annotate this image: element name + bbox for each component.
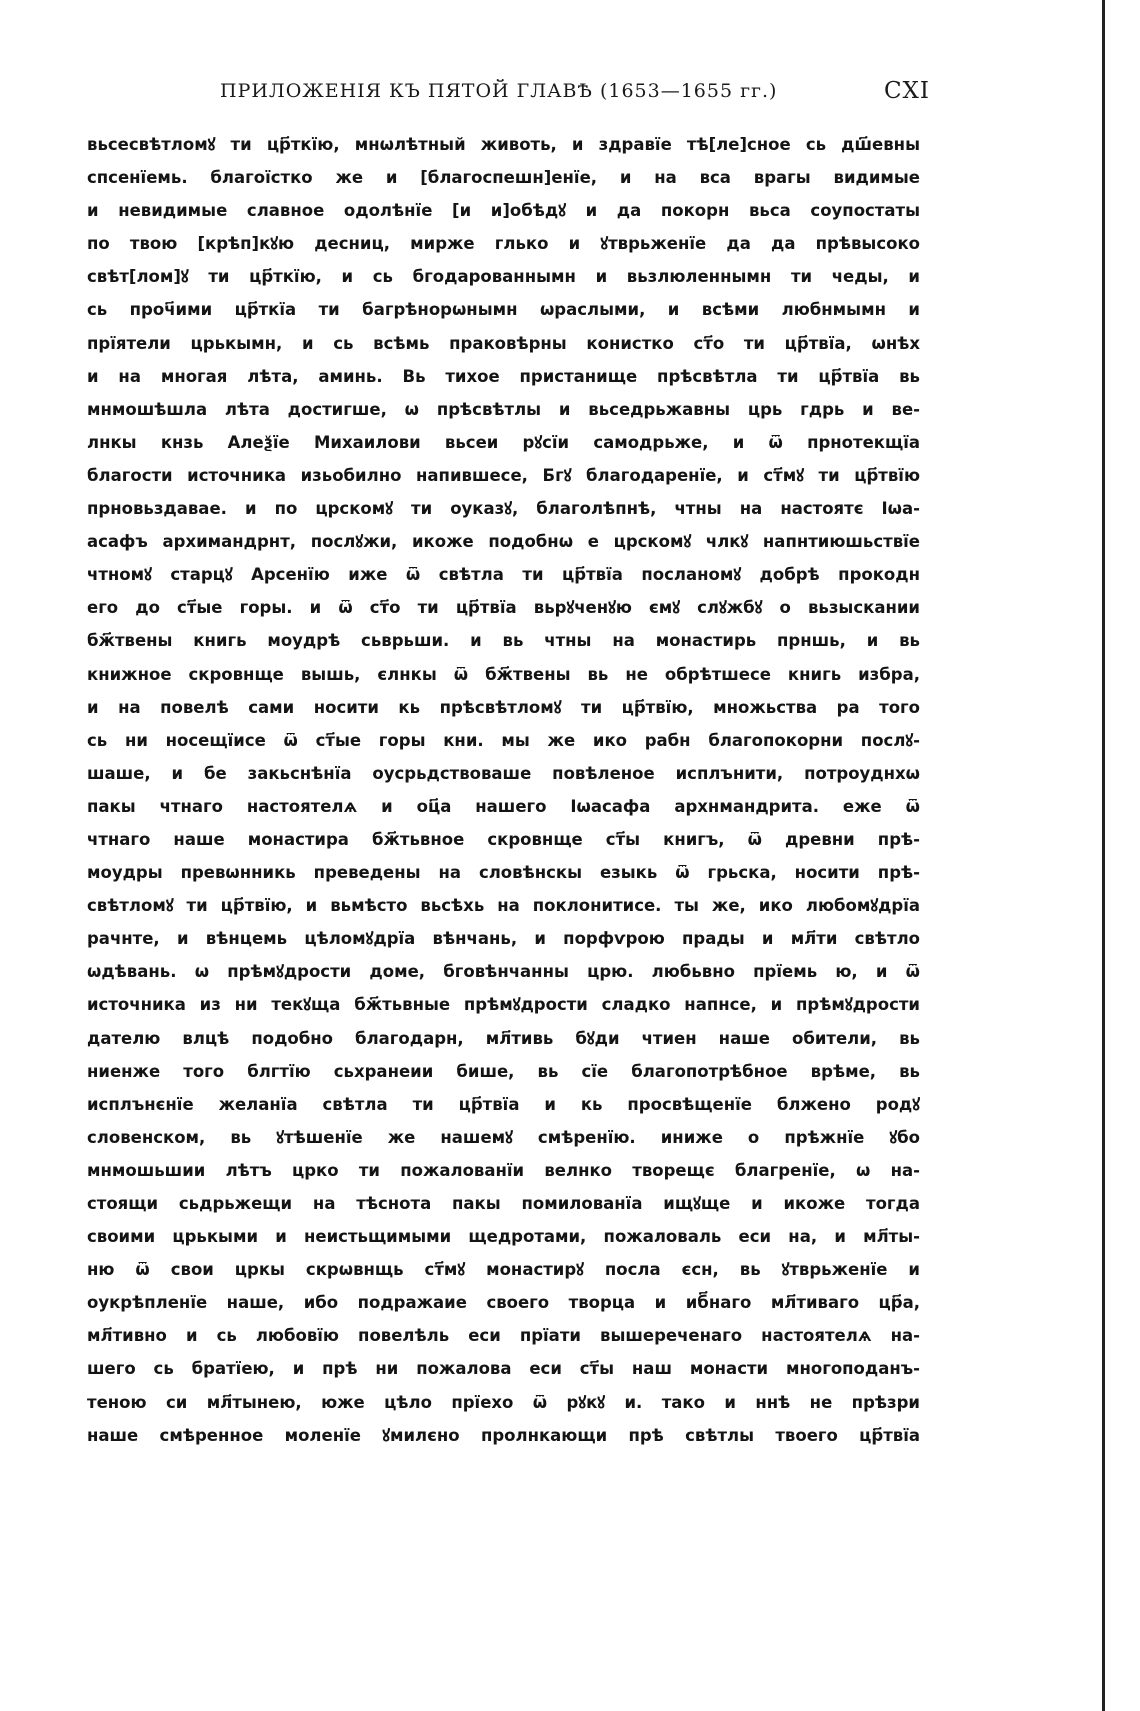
text-line: лнкы кнзь Алеѯїе Михаилови вьсеи рꙋсїи самодрьже, и ѿ прнотекщїа	[87, 432, 920, 452]
text-line: ниенже того блгтїю сьхранеии бише, вь сїе благопотрѣбное врѣме, вь	[87, 1061, 920, 1081]
page-edge-rule	[1102, 0, 1105, 1711]
text-line: шего сь братїею, и прѣ ни пожалова еси ст҃ы наш монасти многоподанъ-	[87, 1359, 920, 1379]
text-line: сь проч҃ими цр҃ткїа ти багрѣнорѡнымн ѡраслыми, и всѣми любнмымн и	[87, 300, 920, 320]
text-line: бж҃твены книгь моудрѣ сьврьши. и вь чтны на монастирь прншь, и вь	[87, 631, 920, 651]
text-line: моудры превѡнникь преведены на словѣнскы езыкь ѿ грьска, носити прѣ-	[87, 863, 920, 883]
text-line: по твою [крѣп]кꙋю десниц, мирже глько и ꙋтврьженїе да да прѣвысоко	[87, 234, 920, 254]
text-line: и невидимые славное одолѣнїе [и и]обѣдꙋ и да покорн вьса соупостаты	[87, 201, 920, 221]
text-line: мнмошѣшла лѣта достигше, ѡ прѣсвѣтлы и вьседрьжавны црь гдрь и ве-	[87, 399, 920, 419]
text-line: сь ни носещїисе ѿ ст҃ые горы кни. мы же ико рабн благопокорни послꙋ-	[87, 730, 920, 750]
text-line: источника из ни текꙋща бж҃тьвные прѣмꙋдрости сладко напнсе, и прѣмꙋдрости	[87, 995, 920, 1015]
text-line: книжное скровнще вышь, єлнкы ѿ бж҃твены вь не обрѣтшесе книгь избра,	[87, 664, 920, 684]
text-line: исплънєнїе желанїа свѣтла ти цр҃твїа и кь просвѣщенїе блжено родꙋ	[87, 1094, 920, 1114]
text-line: своими црькыми и неистьщимыми щедротами, пожаловаль еси на, и мл҃ты-	[87, 1227, 920, 1247]
text-line: мл҃тивно и сь любовїю повелѣль еси прїати вышереченаго настоятелѧ на-	[87, 1326, 920, 1346]
text-line: словенском, вь ꙋтѣшенїе же нашемꙋ смѣренїю. иниже о прѣжнїе ꙋбо	[87, 1127, 920, 1147]
text-line: рачнте, и вѣнцемь цѣломꙋдрїа вѣнчань, и порфѵрою прады и мл҃ти свѣтло	[87, 929, 920, 949]
text-line: мнмошьшии лѣтъ црко ти пожалованїи велнко творещє благренїе, ѡ на-	[87, 1160, 920, 1180]
text-line: оукрѣпленїе наше, ибо подражаие своего творца и иб҃наго мл҃тиваго цр҃а,	[87, 1293, 920, 1313]
text-line: шаше, и бе закьснѣнїа оусрьдствоваше повѣленое исплънити, потроуднхѡ	[87, 763, 920, 783]
running-title: ПРИЛОЖЕНІЯ КЪ ПЯТОЙ ГЛАВѢ (1653—1655 гг.)	[220, 80, 778, 102]
text-line: пакы чтнаго настоятелѧ и оц҃а нашего Іѡасафа архнмандрита. еже ѿ	[87, 796, 920, 816]
text-line: благости источника изьобилно напившесе, Бгꙋ благодаренїе, и ст҃мꙋ ти цр҃твїю	[87, 465, 920, 485]
text-line: свѣтломꙋ ти цр҃твїю, и вьмѣсто вьсѣхь на поклонитисе. ты же, ико любомꙋдрїа	[87, 896, 920, 916]
text-line: чтнаго наше монастира бж҃тьвное скровнще ст҃ы книгъ, ѿ древни прѣ-	[87, 829, 920, 849]
page-header	[200, 72, 930, 112]
text-line: его до ст҃ые горы. и ѿ ст҃о ти цр҃твїа вьрꙋченꙋю ємꙋ слꙋжбꙋ о вьзыскании	[87, 598, 920, 618]
text-line: прновьздавае. и по црскомꙋ ти оуказꙋ, благолѣпнѣ, чтны на настоятє Іѡа-	[87, 499, 920, 519]
text-line: вьсесвѣтломꙋ ти цр҃ткїю, мнѡлѣтный животь, и здравїе тѣ[ле]сное сь дш҃евны	[87, 135, 920, 154]
body-text	[87, 128, 920, 1452]
text-line: стоящи сьдрьжещи на тѣснота пакы помилованїа ищꙋще и икоже тогда	[87, 1194, 920, 1213]
text-line: дателю влцѣ подобно благодарн, мл҃тивь бꙋди чтиен наше обители, вь	[87, 1028, 920, 1048]
page-number: CXI	[883, 78, 930, 104]
text-line: чтномꙋ старцꙋ Арсенїю иже ѿ свѣтла ти цр҃твїа посланомꙋ добрѣ прокодн	[87, 565, 920, 585]
text-line: и на многая лѣта, аминь. Вь тихое пристанище прѣсвѣтла ти цр҃твїа вь	[87, 366, 920, 386]
text-line: и на повелѣ сами носити кь прѣсвѣтломꙋ ти цр҃твїю, множьства ра того	[87, 697, 920, 717]
text-line: спсенїемь. благоїстко же и [благоспешн]енїе, и на вса врагы видимые	[87, 168, 920, 188]
text-line: прїятели црькымн, и сь всѣмь праковѣрны конистко ст҃о ти цр҃твїа, ѡнѣх	[87, 333, 920, 353]
text-line: ню ѿ свои цркы скрѡвнщь ст҃мꙋ монастирꙋ посла єсн, вь ꙋтврьженїе и	[87, 1260, 920, 1280]
text-line: наше смѣренное моленїе ꙋмилєно пролнкающи прѣ свѣтлы твоего цр҃твїа	[87, 1425, 920, 1445]
text-line: теною си мл҃тынею, юже цѣло прїехо ѿ рꙋкꙋ и. тако и ннѣ не прѣзри	[87, 1392, 920, 1412]
text-line: свѣт[лом]ꙋ ти цр҃ткїю, и сь бгодарованнымн и вьзлюленнымн ти чеды, и	[87, 267, 920, 287]
text-line: асафъ архимандрнт, послꙋжи, икоже подобнѡ е црскомꙋ члкꙋ напнтиюшьствїе	[87, 532, 920, 552]
text-line: ѡдѣвань. ѡ прѣмꙋдрости доме, бговѣнчанны црю. любьвно прїемь ю, и ѿ	[87, 962, 920, 982]
